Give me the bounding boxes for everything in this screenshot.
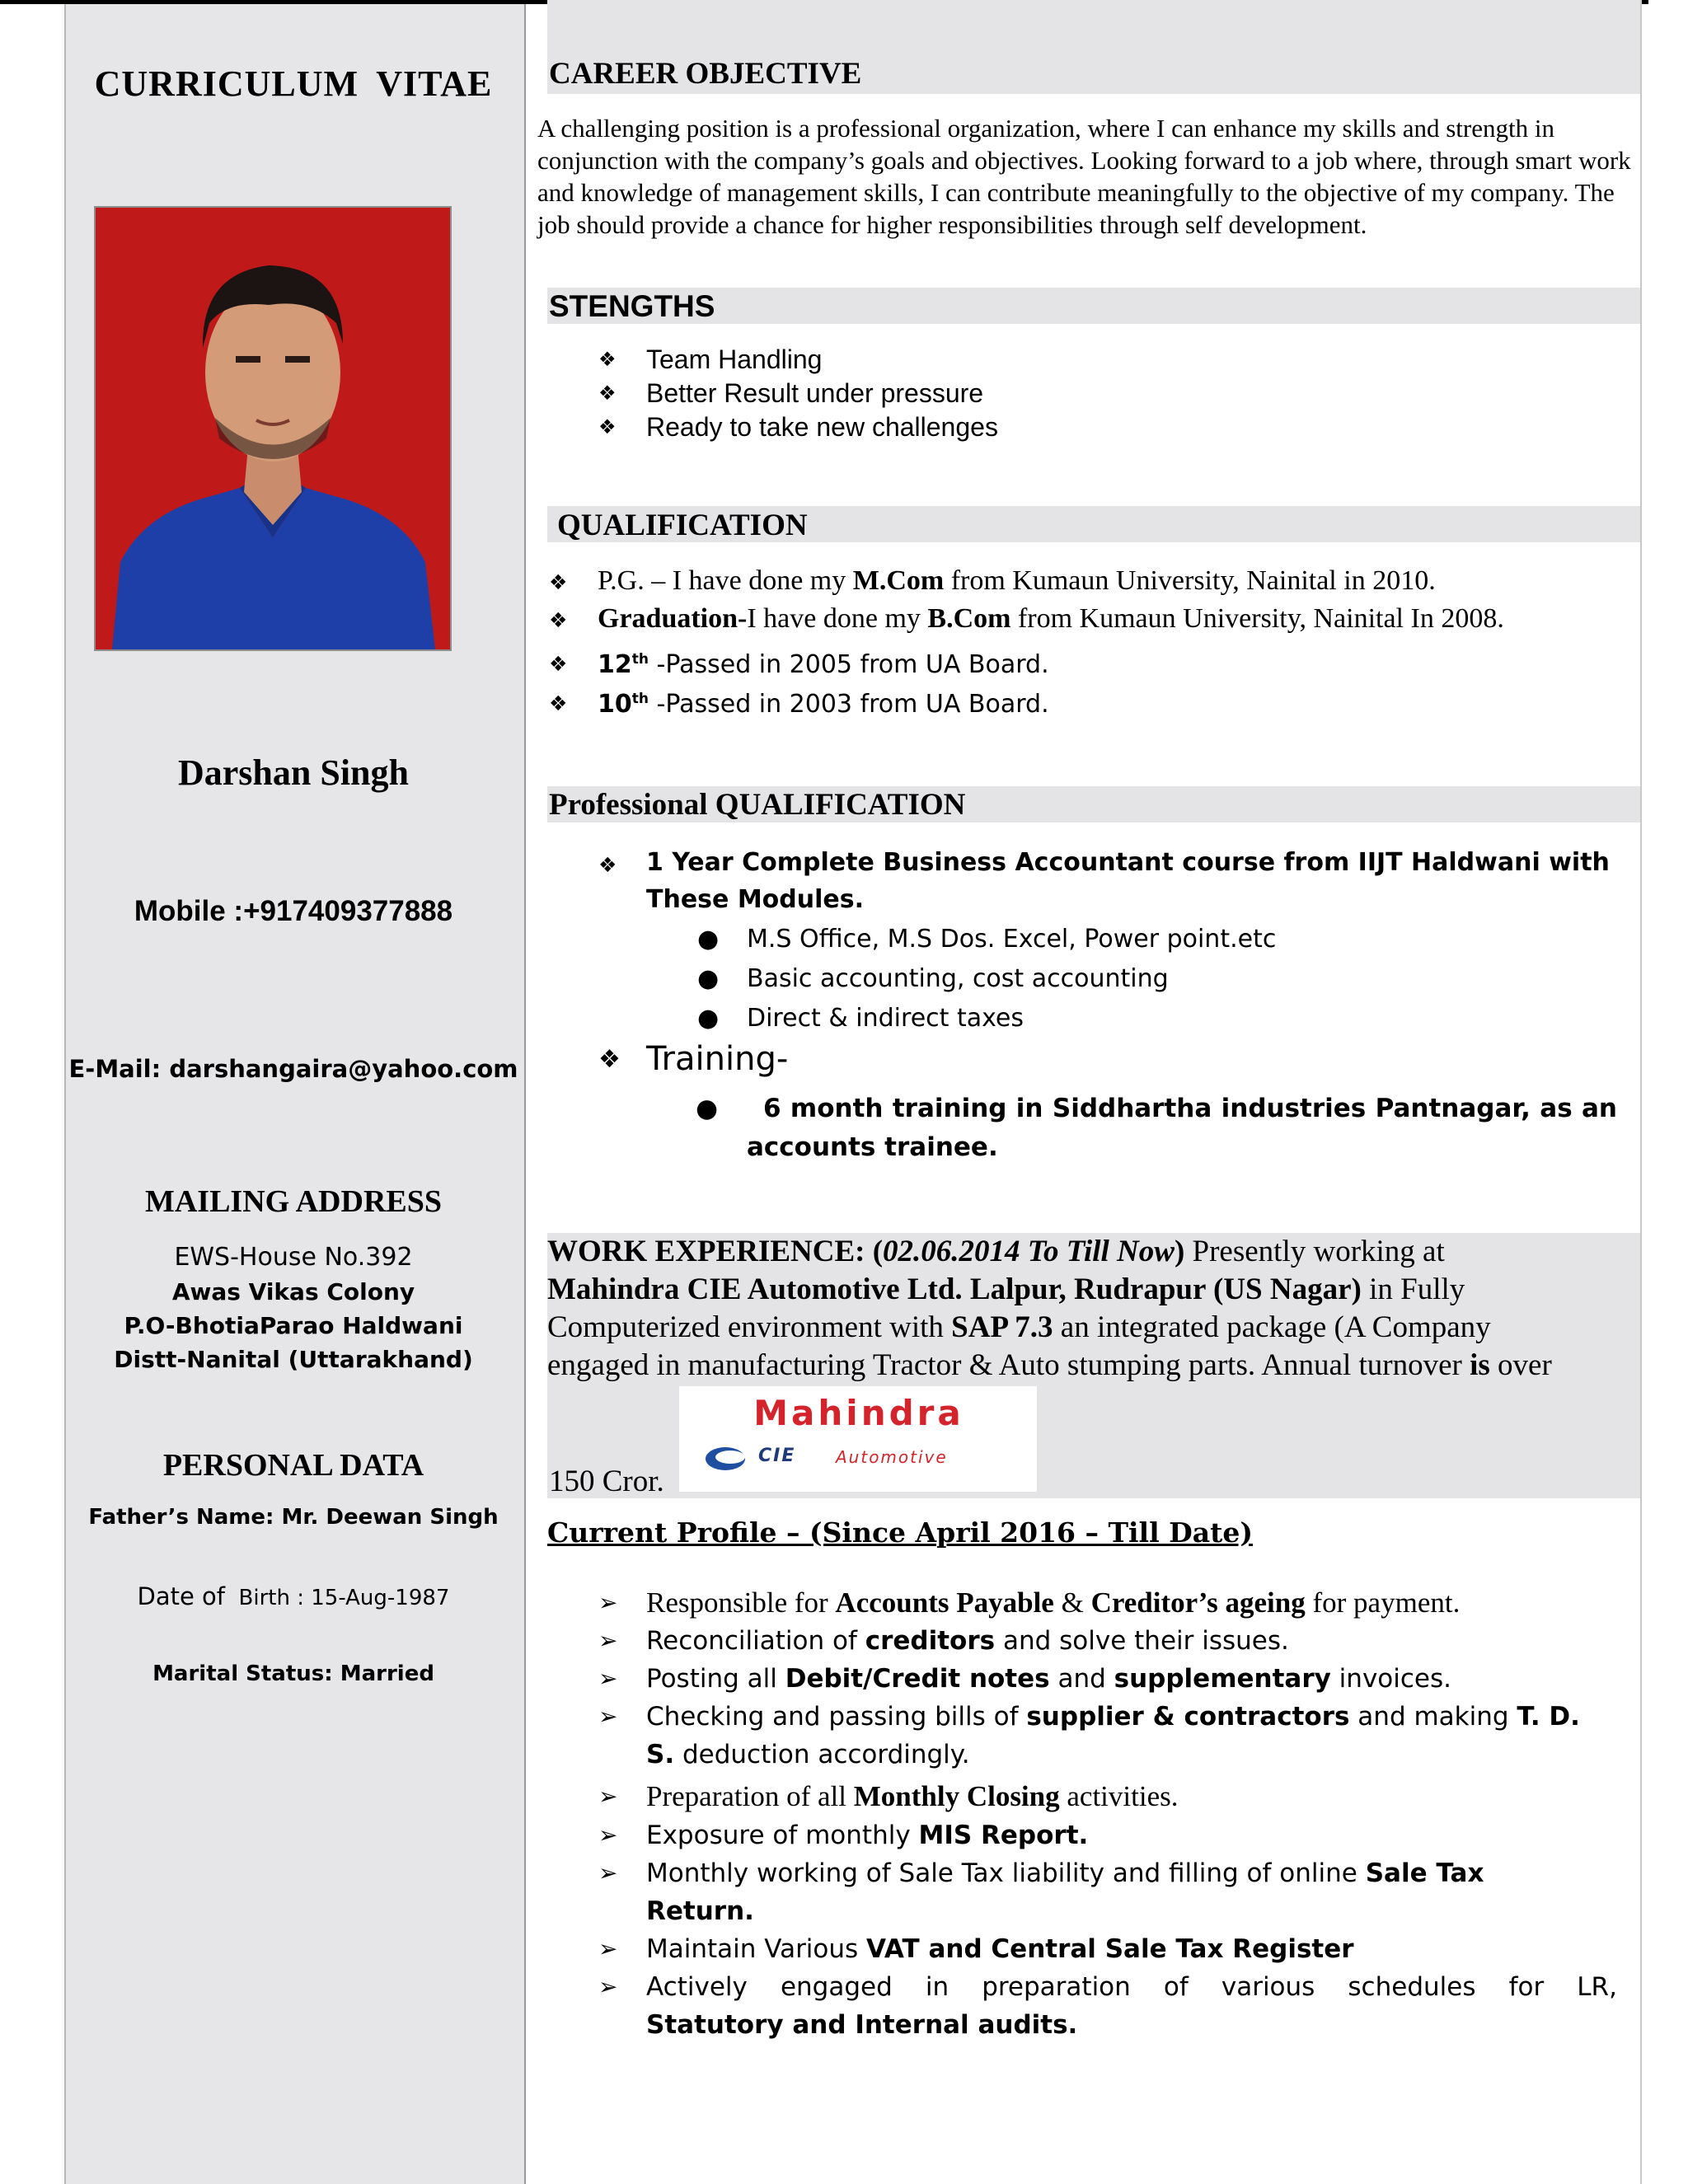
current-profile-heading: Current Profile – (Since April 2016 – Till Date) — [547, 1516, 1253, 1549]
training-line-2: accounts trainee. — [747, 1132, 998, 1162]
logo-cie-text: CIE — [758, 1446, 796, 1466]
mobile-number: Mobile :+917409377888 — [134, 895, 453, 927]
profile-item: ➢ Reconciliation of creditors and solve their issues. — [598, 1622, 1617, 1660]
qualification-pg: ❖ P.G. – I have done my M.Com from Kumaun University, Nainital in 2010. — [549, 565, 1436, 596]
arrow-bullet-icon: ➢ — [598, 1783, 618, 1810]
dob-value: Birth : 15-Aug-1987 — [238, 1586, 450, 1610]
strength-item: ❖ Team Handling — [598, 343, 998, 377]
qualification-12th: ❖ 12th -Passed in 2005 from UA Board. — [549, 641, 1637, 681]
work-line-4: engaged in manufacturing Tractor & Auto stumping parts. Annual turnover is over — [547, 1348, 1552, 1382]
marital-status: Marital Status: Married — [152, 1661, 434, 1686]
strengths-list — [598, 343, 998, 444]
module-item: ● M.S Office, M.S Dos. Excel, Power point.etc — [646, 920, 1276, 959]
professional-qualification-heading: Professional QUALIFICATION — [549, 788, 966, 822]
qualification-list — [549, 565, 1637, 720]
diamond-bullet-icon: ❖ — [598, 1045, 621, 1074]
fathers-name: Father’s Name: Mr. Deewan Singh — [88, 1505, 499, 1530]
profile-item: ➢ Monthly working of Sale Tax liability and filling of online Sale Tax Return. — [598, 1854, 1617, 1930]
strength-item: ❖ Ready to take new challenges — [598, 410, 998, 444]
training-line-1: 6 month training in Siddhartha industries Pantnagar, as an — [763, 1094, 1617, 1123]
arrow-bullet-icon: ➢ — [598, 1821, 618, 1849]
modules-list — [646, 920, 1276, 1038]
mailing-address-heading: MAILING ADDRESS — [144, 1184, 443, 1219]
bullet-dot-icon: ● — [697, 925, 720, 954]
module-item: ● Direct & indirect taxes — [646, 999, 1276, 1038]
diamond-bullet-icon: ❖ — [549, 570, 568, 594]
strength-item: ❖ Better Result under pressure — [598, 377, 998, 410]
work-line-2: Mahindra CIE Automotive Ltd. Lalpur, Rudrapur (US Nagar) in Fully — [547, 1272, 1465, 1306]
work-experience-text — [547, 1233, 1643, 1385]
arrow-bullet-icon: ➢ — [598, 1935, 618, 1962]
training-detail — [696, 1090, 1617, 1167]
profile-item-9-line-1: Actively engaged in preparation of various schedules for LR, — [646, 1972, 1617, 2002]
address-line-4: Distt-Nanital (Uttarakhand) — [114, 1346, 473, 1373]
strengths-heading: STENGTHS — [549, 289, 715, 323]
candidate-name: Darshan Singh — [177, 752, 409, 793]
mahindra-cie-logo — [679, 1386, 1037, 1492]
diamond-bullet-icon: ❖ — [549, 608, 568, 632]
arrow-bullet-icon: ➢ — [598, 1627, 618, 1654]
diamond-bullet-icon: ❖ — [549, 691, 568, 715]
diamond-bullet-icon: ❖ — [598, 853, 617, 877]
career-objective-heading: CAREER OBJECTIVE — [549, 57, 862, 91]
cie-swoosh-icon — [704, 1444, 750, 1474]
profile-item: ➢ Preparation of all Monthly Closing activities. — [598, 1777, 1617, 1816]
arrow-bullet-icon: ➢ — [598, 1589, 618, 1616]
logo-mahindra-text: Mahindra — [753, 1393, 964, 1433]
profile-photo — [94, 206, 452, 651]
diamond-bullet-icon: ❖ — [598, 348, 617, 371]
profile-item: ➢ Posting all Debit/Credit notes and supplementary invoices. — [598, 1660, 1617, 1698]
qualification-graduation: ❖ Graduation-I have done my B.Com from Kumaun University, Nainital In 2008. — [549, 603, 1504, 634]
address-line-2: Awas Vikas Colony — [171, 1278, 415, 1305]
bullet-dot-icon: ● — [697, 1004, 720, 1033]
personal-data-heading: PERSONAL DATA — [162, 1448, 424, 1483]
logo-automotive-text: Automotive — [836, 1447, 948, 1467]
professional-course: ❖ 1 Year Complete Business Accountant course from IIJT Haldwani with These Modules. — [598, 848, 1610, 914]
profile-item: ➢ Actively engaged in preparation of various schedules for LR, Statutory and Internal audits. — [598, 1968, 1617, 2044]
address-line-3: P.O-BhotiaParao Haldwani — [124, 1312, 463, 1339]
arrow-bullet-icon: ➢ — [598, 1665, 618, 1692]
arrow-bullet-icon: ➢ — [598, 1859, 618, 1886]
profile-item: ➢ Responsible for Accounts Payable & Creditor’s ageing for payment. — [598, 1584, 1617, 1622]
diamond-bullet-icon: ❖ — [598, 415, 617, 438]
career-objective-text: A challenging position is a professional organization, where I can enhance my skills and strength in conjunction with the company’s goals and objectives. Looking forward to a job where, through smart work and knowledge of management skills, I can contribute meaningfully to the objective of my company. The job should provide a chance for higher responsibilities through self development. — [537, 114, 1631, 239]
email-address: E-Mail: darshangaira@yahoo.com — [68, 1055, 518, 1083]
diamond-bullet-icon: ❖ — [549, 652, 568, 676]
profile-item: ➢ Maintain Various VAT and Central Sale Tax Register — [598, 1930, 1617, 1968]
dob-label: Date of — [137, 1582, 225, 1610]
diamond-bullet-icon: ❖ — [598, 382, 617, 405]
work-turnover: 150 Cror. — [549, 1465, 664, 1498]
qualification-10th: ❖ 10th -Passed in 2003 from UA Board. — [549, 681, 1637, 720]
right-border — [1640, 0, 1642, 2184]
work-line-3: Computerized environment with SAP 7.3 an integrated package (A Company — [547, 1310, 1491, 1344]
bullet-dot-icon: ● — [697, 964, 720, 993]
work-line-1: WORK EXPERIENCE: (02.06.2014 To Till Now) Presently working at — [547, 1235, 1445, 1268]
profile-list — [598, 1584, 1617, 2044]
arrow-bullet-icon: ➢ — [598, 1973, 618, 2000]
arrow-bullet-icon: ➢ — [598, 1703, 618, 1730]
training-heading: ❖ Training- — [598, 1040, 789, 1078]
profile-item: ➢ Exposure of monthly MIS Report. — [598, 1816, 1617, 1854]
address-line-1: EWS-House No.392 — [174, 1243, 413, 1272]
date-of-birth — [64, 1582, 523, 1610]
bullet-dot-icon: ● — [696, 1094, 719, 1123]
profile-item: ➢ Checking and passing bills of supplier & contractors and making T. D. S. deduction accordingly. — [598, 1698, 1617, 1774]
cv-title: CURRICULUM VITAE — [94, 63, 493, 104]
module-item: ● Basic accounting, cost accounting — [646, 959, 1276, 999]
qualification-heading: QUALIFICATION — [557, 509, 808, 542]
